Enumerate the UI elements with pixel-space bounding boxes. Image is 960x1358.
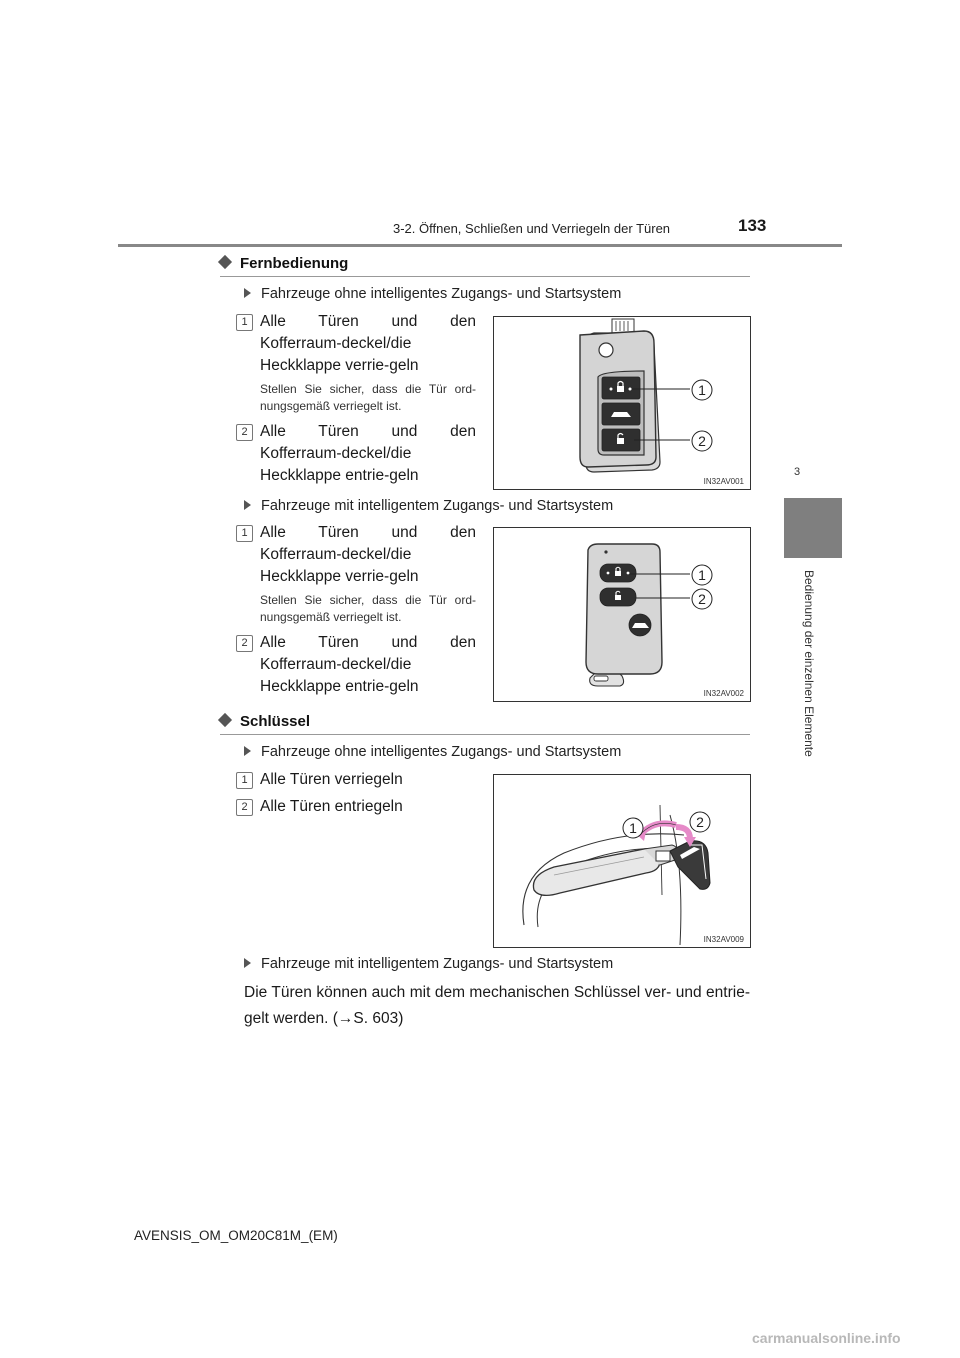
chapter-title: 3-2. Öffnen, Schließen und Verriegeln der Türen (393, 221, 671, 236)
header-rule (118, 244, 842, 247)
callout-2: 2 (698, 433, 706, 449)
section-rule (220, 276, 750, 277)
item-number: 1 (236, 314, 253, 331)
item-number: 1 (236, 772, 253, 789)
item-text: Alle Türen und den Kofferraum-deckel/die Heckklappe verrie-geln (260, 313, 476, 374)
item-text: Alle Türen und den Kofferraum-deckel/die Heckklappe entrie-geln (260, 423, 476, 484)
item-text: Alle Türen und den Kofferraum-deckel/die Heckklappe verrie-geln (260, 524, 476, 585)
callout-1: 1 (698, 567, 706, 583)
subheading-mit-system: Fahrzeuge mit intelligentem Zugangs- und Startsystem (244, 498, 613, 514)
side-chapter-label-wrap (760, 570, 860, 770)
item-text: Alle Türen verriegeln (260, 771, 403, 788)
side-chapter-tab (784, 498, 842, 558)
diamond-bullet-icon (218, 713, 232, 727)
item-text: Alle Türen entriegeln (260, 798, 403, 815)
callout-1: 1 (698, 382, 706, 398)
callout-1: 1 (629, 820, 637, 836)
side-chapter-number: 3 (794, 466, 801, 478)
item-text: Alle Türen und den Kofferraum-deckel/die Heckklappe entrie-geln (260, 634, 476, 695)
side-chapter-label: Bedienung der einzelnen Elemente (802, 570, 816, 757)
item-number: 2 (236, 424, 253, 441)
callout-2: 2 (698, 591, 706, 607)
figure-smart-key (493, 527, 751, 702)
mechanical-key-paragraph: Die Türen können auch mit dem mechanischen Schlüssel ver- und entrie-gelt werden. (→S. 603) (244, 984, 750, 1027)
section-heading-schluessel: Schlüssel (220, 713, 310, 730)
document-code: AVENSIS_OM_OM20C81M_(EM) (134, 1228, 338, 1243)
figure-code: IN32AV009 (703, 935, 744, 944)
figure-code: IN32AV001 (703, 477, 744, 486)
subheading-ohne-system: Fahrzeuge ohne intelligentes Zugangs- und Startsystem (244, 744, 621, 760)
triangle-bullet-icon (244, 288, 251, 298)
triangle-bullet-icon (244, 500, 251, 510)
item-number: 1 (236, 525, 253, 542)
figure-remote-key-folding (493, 316, 751, 490)
callout-2: 2 (696, 814, 704, 830)
subheading-ohne-system: Fahrzeuge ohne intelligentes Zugangs- und Startsystem (244, 286, 621, 302)
section-heading-fernbedienung: Fernbedienung (220, 255, 348, 272)
item-note: Stellen Sie sicher, dass die Tür ord-nungsgemäß verriegelt ist. (260, 382, 476, 413)
item-number: 2 (236, 635, 253, 652)
page-number: 133 (738, 216, 767, 235)
figure-door-handle-key (493, 774, 751, 948)
diamond-bullet-icon (218, 255, 232, 269)
section-rule (220, 734, 750, 735)
item-number: 2 (236, 799, 253, 816)
figure-code: IN32AV002 (703, 689, 744, 698)
watermark: carmanualsonline.info (752, 1330, 901, 1346)
item-note: Stellen Sie sicher, dass die Tür ord-nungsgemäß verriegelt ist. (260, 593, 476, 624)
triangle-bullet-icon (244, 746, 251, 756)
subheading-mit-system: Fahrzeuge mit intelligentem Zugangs- und Startsystem (244, 956, 613, 972)
triangle-bullet-icon (244, 958, 251, 968)
